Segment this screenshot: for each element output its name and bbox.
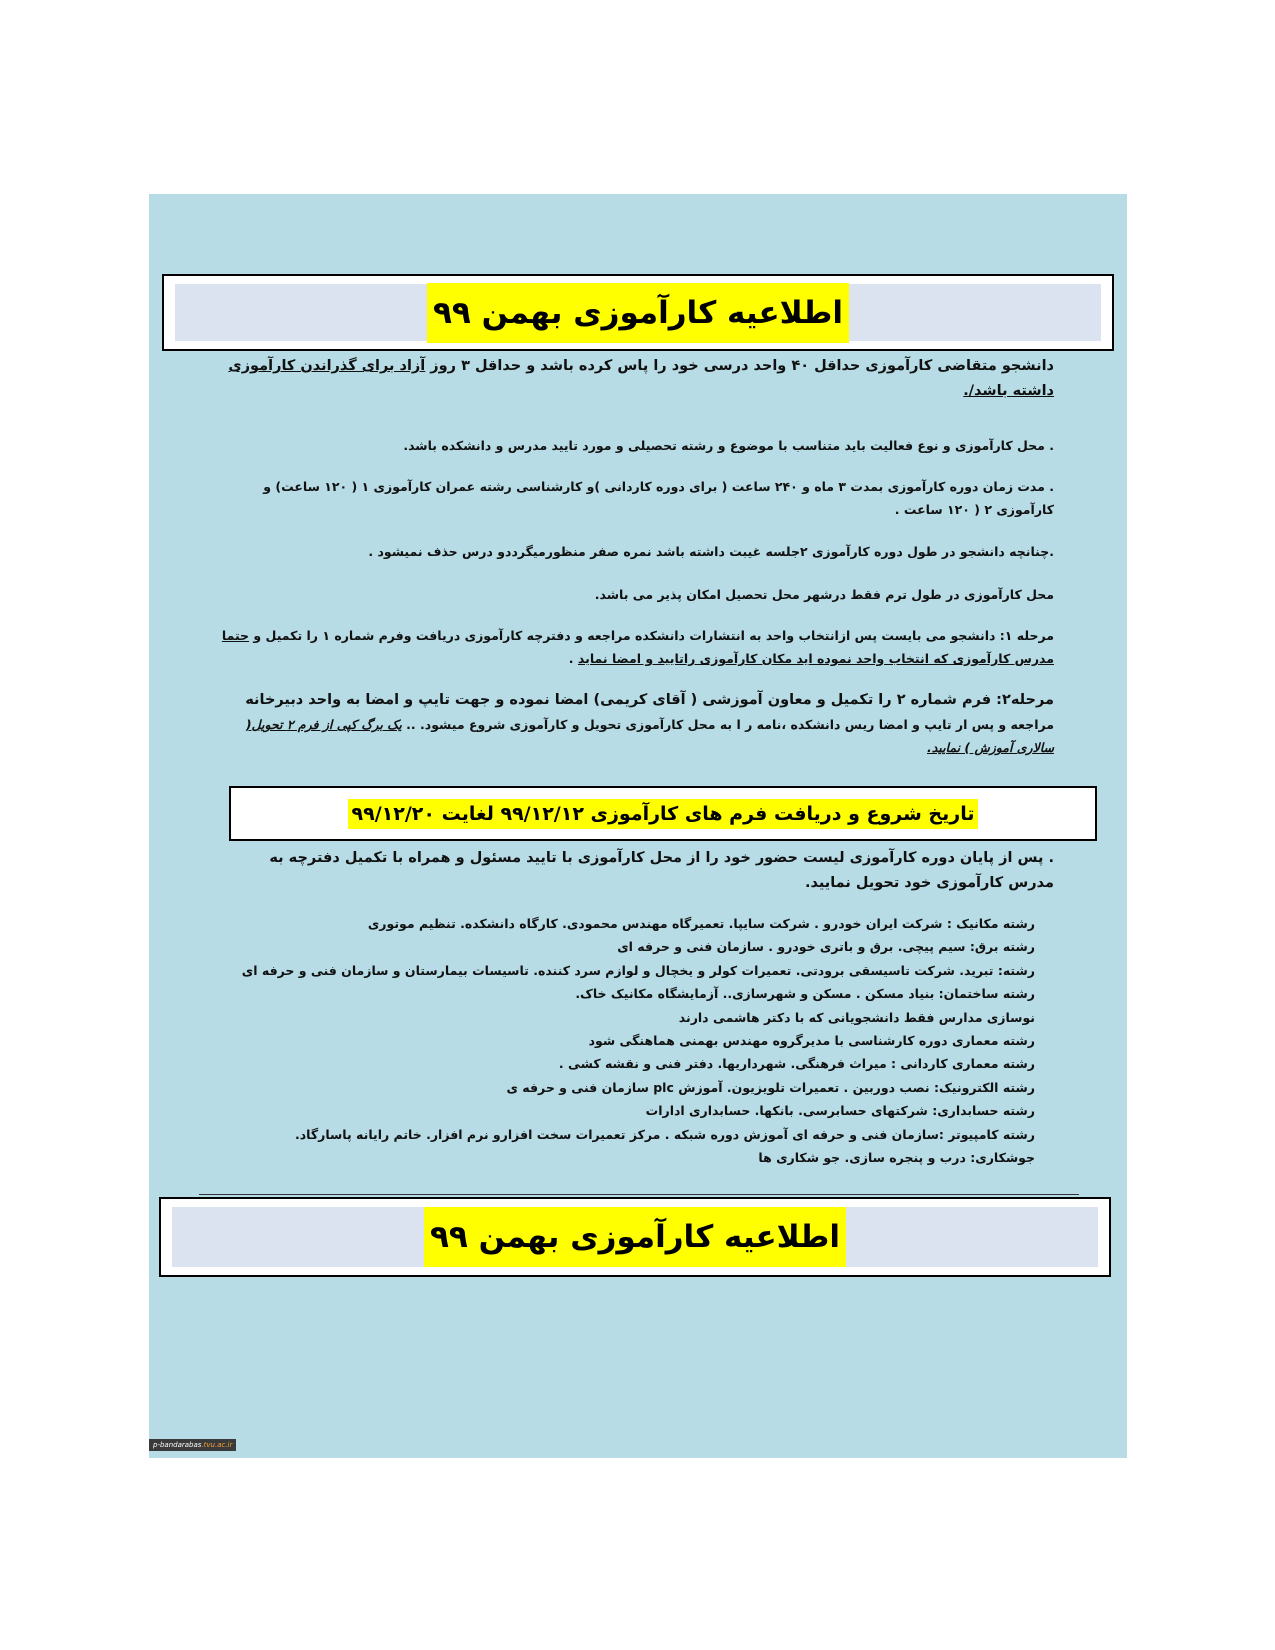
after-course-paragraph: . پس از پایان دوره کارآموزی لیست حضور خود را از محل کارآموزی با تایید مسئول و همراه با تکمیل دفترچه به مدرس کارآموزی خود تحویل نمایید.	[269, 850, 1054, 891]
list-item: رشته ساختمان: بنیاد مسکن . مسکن و شهرسازی.. آزمایشگاه مکانیک خاک.	[575, 986, 1035, 1002]
step2-paragraph	[229, 688, 1054, 759]
paragraph-duration: . مدت زمان دوره کارآموزی بمدت ۳ ماه و ۲۴۰ ساعت ( برای دوره کاردانی )و کارشناسی رشته عمران کارآموزی ۱ ( ۱۲۰ ساعت) و کارآموزی ۲ ( ۱۲۰ ساعت .	[263, 479, 1054, 517]
step1-text: مرحله ۱: دانشجو می بایست پس ازانتخاب واحد به انتشارات دانشکده مراجعه و دفترچه کارآموزی دریافت وفرم شماره ۱ را تکمیل و	[249, 628, 1054, 643]
list-item: نوسازی مدارس فقط دانشجویانی که با دکتر هاشمی دارند	[678, 1009, 1035, 1025]
step2-italic: یک برگ کپی از فرم ۲ تحویل( سالاری آموزش ) نمایید.	[245, 717, 1054, 755]
step2-heading: مرحله۲: فرم شماره ۲ را تکمیل و معاون آموزشی ( آقای کریمی) امضا نموده و جهت تایپ و امضا به واحد دبیرخانه	[245, 692, 1054, 708]
notice-sheet	[149, 194, 1127, 1458]
step1-paragraph	[204, 624, 1054, 670]
site-tag-domain: .tvu.ac.ir	[201, 1441, 233, 1449]
date-notice: تاریخ شروع و دریافت فرم های کارآموزی ۹۹/۱۲/۱۲ لغایت ۹۹/۱۲/۲۰	[348, 799, 979, 829]
paragraph-location: . محل کارآموزی و نوع فعالیت باید متناسب با موضوع و رشته تحصیلی و مورد تایید مدرس و دانشکده باشد.	[403, 438, 1054, 453]
step1-underlined: حتما مدرس کارآموزی که انتخاب واحد نموده اید مکان کارآموزی راتایید و امضا نماید	[221, 628, 1054, 666]
list-item: رشته کامپیوتر :سازمان فنی و حرفه ای آموزش دوره شبکه . مرکز تعمیرات سخت افزارو نرم افزار. خاتم رایانه پاسارگاد.	[295, 1126, 1035, 1142]
footer-title-panel	[172, 1207, 1098, 1267]
date-notice-box	[229, 786, 1097, 841]
list-item: رشته الکترونیک: نصب دوربین . تعمیرات تلویزیون. آموزش plc سازمان فنی و حرفه ی	[506, 1079, 1035, 1095]
header-title: اطلاعیه کارآموزی بهمن ۹۹	[427, 283, 849, 343]
list-item: رشته برق: سیم پیچی. برق و باتری خودرو . سازمان فنی و حرفه ای	[617, 939, 1035, 955]
step2-text: مراجعه و پس ار تایپ و امضا ریس دانشکده ،نامه ر ا به محل کارآموزی تحویل و کارآموزی شروع میشود. ..	[401, 717, 1054, 732]
list-item: رشته مکانیک : شرکت ایران خودرو . شرکت سایپا. تعمیرگاه مهندس محمودی. کارگاه دانشکده. تنظیم موتوری	[367, 916, 1035, 931]
site-tag	[149, 1439, 236, 1451]
header-title-panel	[175, 284, 1101, 341]
site-tag-name: p-bandarabas	[153, 1441, 202, 1449]
intro-paragraph	[204, 354, 1054, 404]
intro-underlined: آزاد برای گذراندن کارآموزی داشته باشد/.	[228, 358, 1054, 399]
list-item: رشته: تبرید. شرکت تاسیسقی برودتی. تعمیرات کولر و یخچال و لوازم سرد کننده. تاسیسات بیمارستان و سازمان فنی و حرفه ای	[241, 962, 1035, 978]
header-title-box	[162, 274, 1114, 351]
list-item: رشته معماری دوره کارشناسی با مدیرگروه مهندس بهمنی هماهنگی شود	[588, 1033, 1035, 1049]
footer-title: اطلاعیه کارآموزی بهمن ۹۹	[424, 1207, 846, 1267]
divider	[199, 1194, 1079, 1195]
step1-tail: .	[568, 651, 578, 666]
fields-list	[239, 912, 1035, 1169]
list-item: رشته حسابداری: شرکتهای حسابرسی. بانکها. حسابداری ادارات	[645, 1103, 1035, 1119]
paragraph-absence: .چنانچه دانشجو در طول دوره کارآموزی ۲جلسه غیبت داشته باشد نمره صفر منظورمیگرددو درس حذف نمیشود .	[368, 544, 1054, 559]
list-item: رشته معماری کاردانی : میراث فرهنگی. شهرداریها. دفتر فنی و نقشه کشی .	[558, 1056, 1035, 1072]
list-item: جوشکاری: درب و پنجره سازی. جو شکاری ها	[758, 1150, 1035, 1166]
intro-text: دانشجو متقاضی کارآموزی حداقل ۴۰ واحد درسی خود را پاس کرده باشد و حداقل ۳ روز	[425, 358, 1054, 374]
footer-title-box	[159, 1197, 1111, 1277]
paragraph-city: محل کارآموزی در طول ترم فقط درشهر محل تحصیل امکان پذیر می باشد.	[594, 587, 1054, 602]
